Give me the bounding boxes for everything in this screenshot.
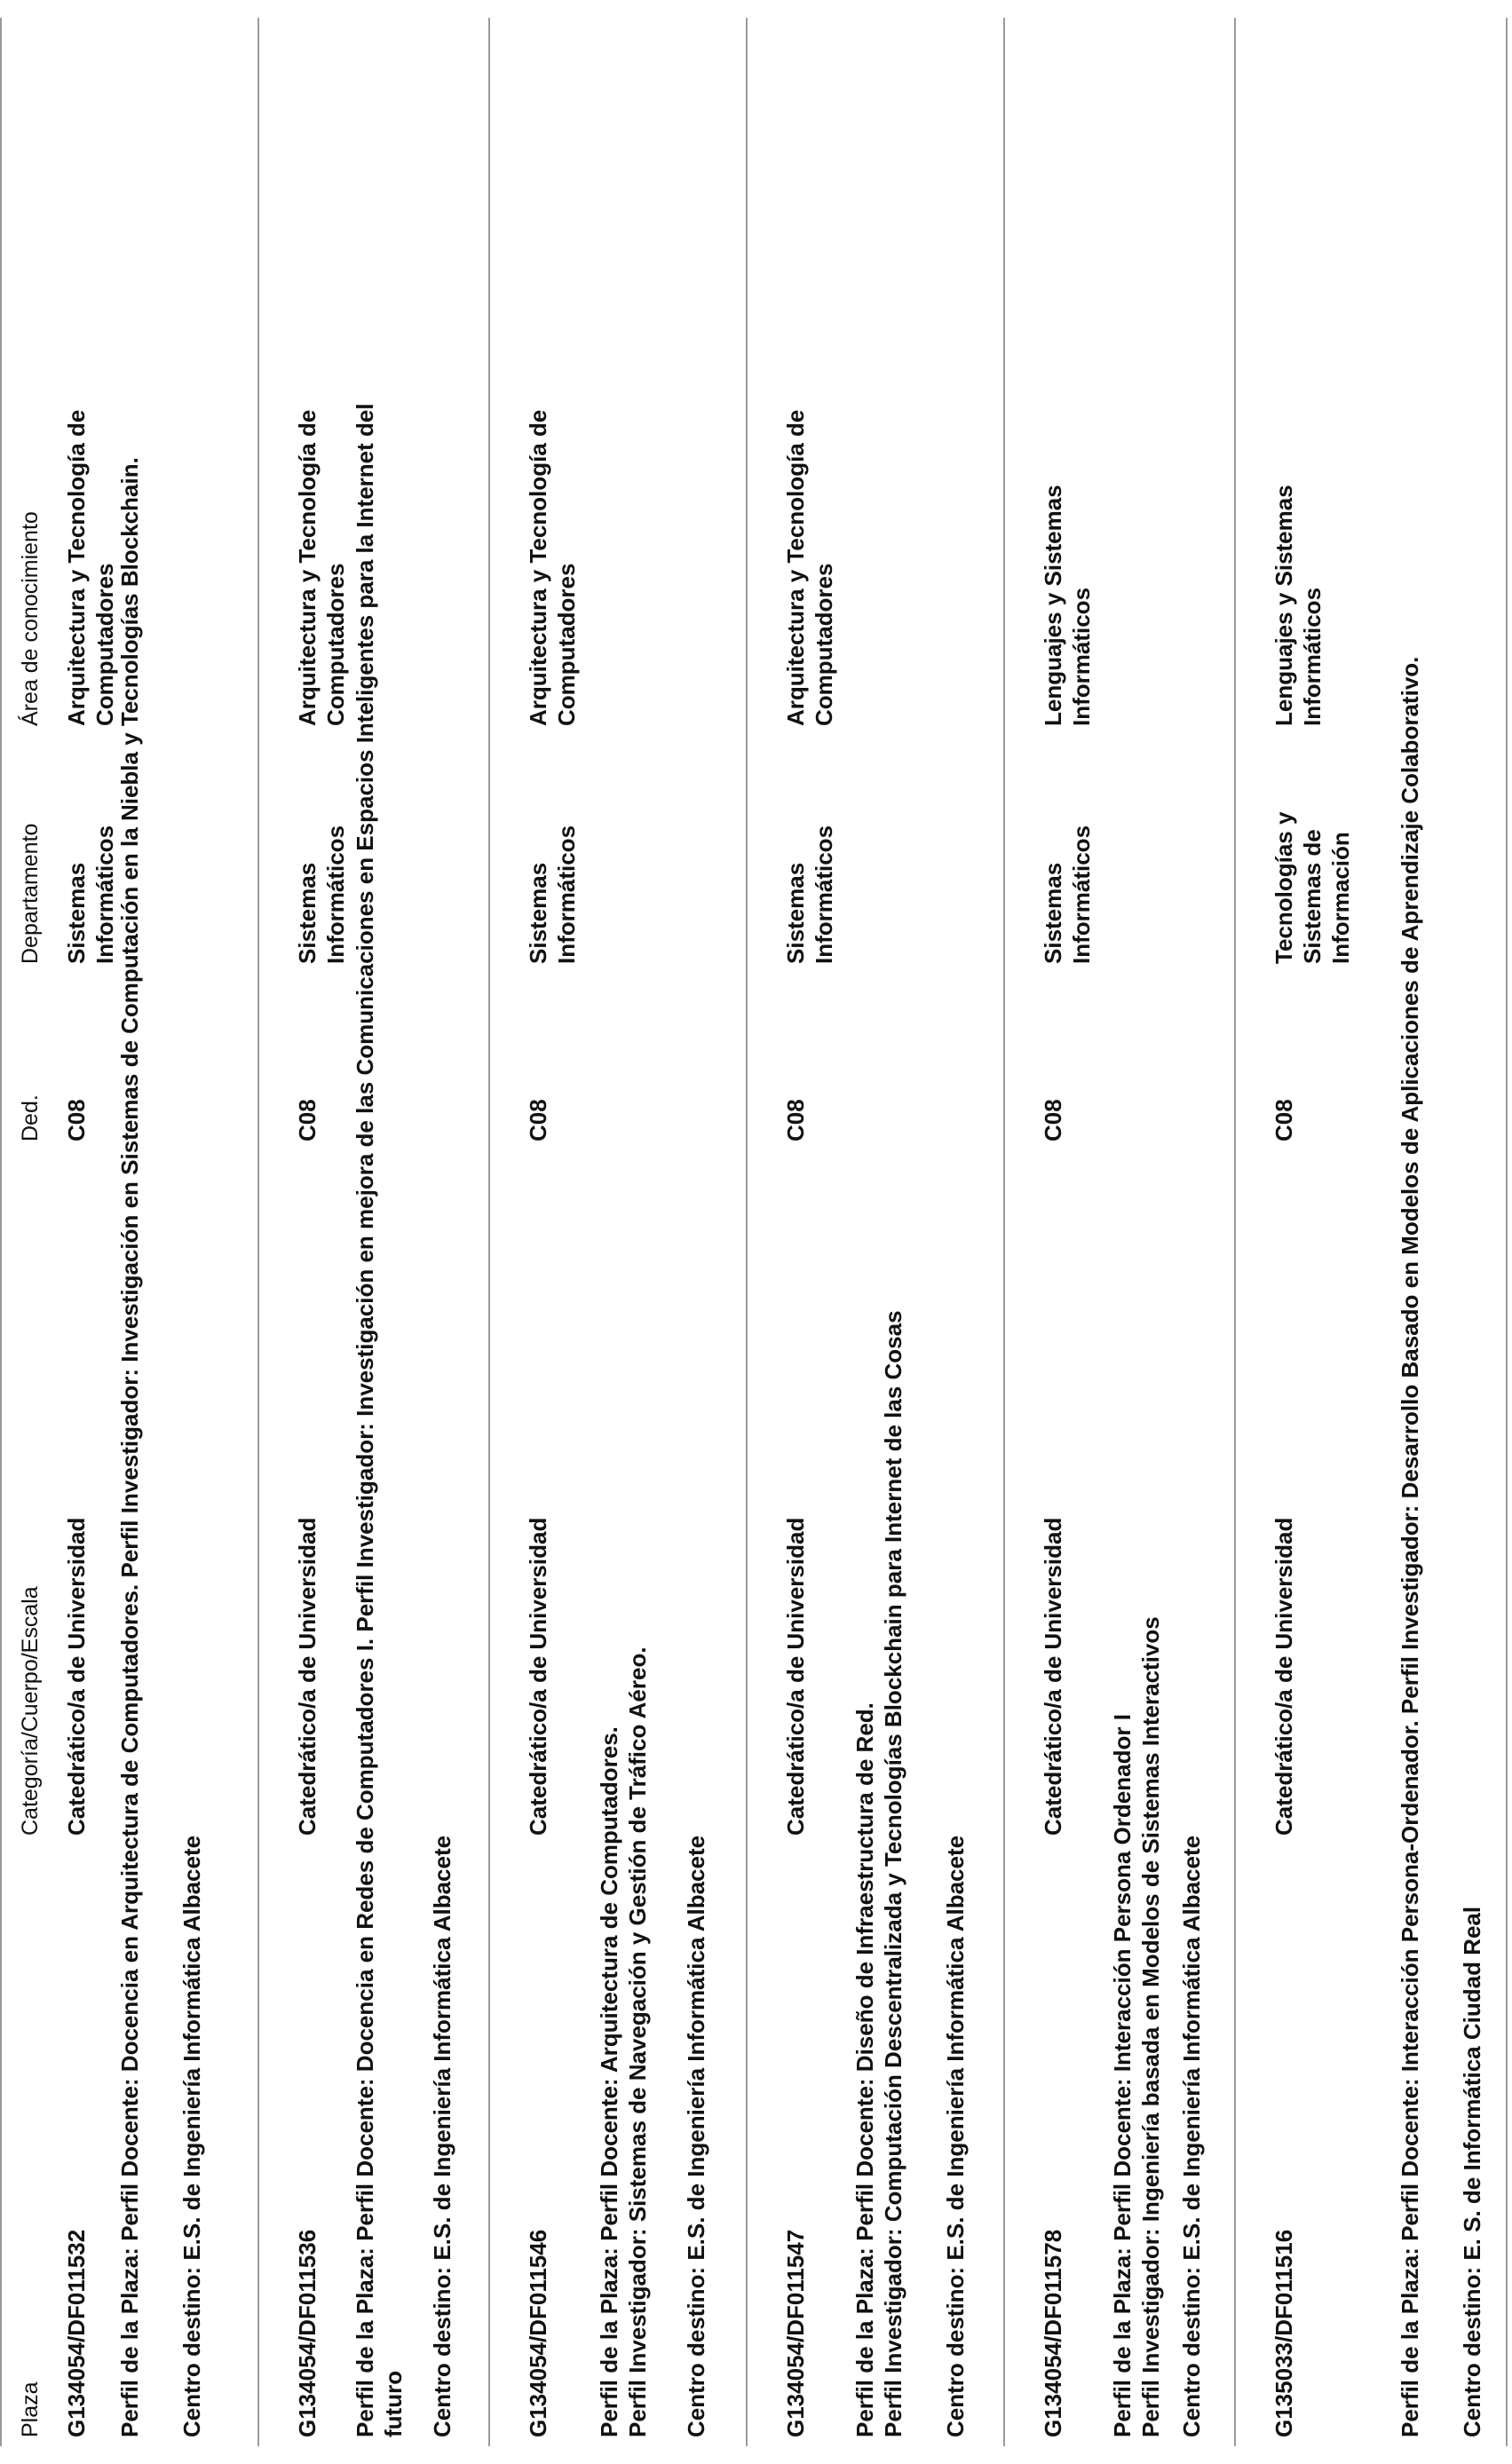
cell-departamento: Sistemas Informáticos: [294, 825, 349, 964]
cell-ded: C08: [63, 1099, 90, 1141]
row-divider: [0, 18, 2, 2446]
bottom-divider: [1506, 18, 1508, 2446]
perfil-line-1: Perfil de la Plaza: Perfil Docente: Arquitectura de Computadores.: [596, 1726, 622, 2437]
perfil-text: [1108, 41, 1165, 2437]
perfil-line-2: Perfil Investigador: Ingeniería basada en Modelos de Sistemas Interactivos: [1137, 1616, 1164, 2437]
cell-categoria: Catedrático/a de Universidad: [1271, 1517, 1297, 1836]
cell-departamento: Sistemas Informáticos: [63, 825, 118, 964]
table-row: [488, 0, 746, 2464]
perfil-line-1: Perfil de la Plaza: Perfil Docente: Docencia en Redes de Computadores I. Perfil Investigador: Investigación en mejora de las Comunicaciones en Espacios Inteligentes para la Internet del: [352, 403, 378, 2437]
cell-ded: C08: [1040, 1099, 1066, 1141]
cell-ded: C08: [1271, 1099, 1297, 1141]
cell-plaza: G134054/DF011536: [294, 2229, 321, 2437]
perfil-line-1: Perfil de la Plaza: Perfil Docente: Diseño de Infraestructura de Red.: [851, 1702, 878, 2437]
cell-departamento: Sistemas Informáticos: [782, 825, 837, 964]
table-row: [1003, 0, 1234, 2464]
table-row: [0, 0, 257, 2464]
header-departamento: Departamento: [18, 823, 43, 964]
header-categoria: Categoría/Cuerpo/Escala: [18, 1586, 43, 1836]
cell-categoria: Catedrático/a de Universidad: [525, 1517, 551, 1836]
perfil-text: [351, 41, 408, 2437]
perfil-line-2: futuro: [380, 2370, 407, 2437]
centro-destino: Centro destino: E.S. de Ingeniería Informática Albacete: [683, 1835, 709, 2437]
table-row: [257, 0, 488, 2464]
cell-area: Arquitectura y Tecnología de Computadores: [525, 409, 580, 726]
cell-categoria: Catedrático/a de Universidad: [294, 1517, 321, 1836]
perfil-text: [595, 41, 652, 2437]
cell-plaza: G134054/DF011532: [63, 2229, 90, 2437]
cell-departamento: Tecnologías y Sistemas de Información: [1271, 811, 1354, 964]
cell-ded: C08: [782, 1099, 809, 1141]
cell-area: Lenguajes y Sistemas Informáticos: [1040, 485, 1095, 726]
cell-categoria: Catedrático/a de Universidad: [63, 1517, 90, 1836]
centro-destino: Centro destino: E. S. de Informática Ciudad Real: [1459, 1906, 1485, 2437]
cell-ded: C08: [294, 1099, 321, 1141]
centro-destino: Centro destino: E.S. de Ingeniería Informática Albacete: [178, 1835, 205, 2437]
cell-categoria: Catedrático/a de Universidad: [782, 1517, 809, 1836]
centro-destino: Centro destino: E.S. de Ingeniería Informática Albacete: [942, 1835, 969, 2437]
cell-area: Lenguajes y Sistemas Informáticos: [1271, 485, 1326, 726]
cell-plaza: G134054/DF011547: [782, 2229, 809, 2437]
cell-categoria: Catedrático/a de Universidad: [1040, 1517, 1066, 1836]
table-row: [746, 0, 1003, 2464]
centro-destino: Centro destino: E.S. de Ingeniería Informática Albacete: [1178, 1835, 1205, 2437]
cell-plaza: G134054/DF011546: [525, 2229, 551, 2437]
cell-departamento: Sistemas Informáticos: [525, 825, 580, 964]
header-ded: Ded.: [18, 1094, 43, 1141]
cell-plaza: G135033/DF011516: [1271, 2229, 1297, 2437]
cell-area: Arquitectura y Tecnología de Computadores: [782, 409, 837, 726]
perfil-line-1: Perfil de la Plaza: Perfil Docente: Interacción Persona-Ordenador. Perfil Investigador: Desarrollo Basado en Modelos de Aplicaciones de Aprendizaje Colaborativo.: [1397, 656, 1423, 2437]
perfil-text: [851, 41, 907, 2437]
row-divider: [257, 18, 259, 2446]
perfil-line-2: Perfil Investigador: Computación Descentralizada y Tecnologías Blockchain para Internet de las Cosas: [880, 1310, 906, 2437]
cell-plaza: G134054/DF011578: [1040, 2229, 1066, 2437]
row-divider: [1003, 18, 1005, 2446]
cell-area: Arquitectura y Tecnología de Computadores: [63, 409, 118, 726]
perfil-text: [1396, 41, 1424, 2437]
centro-destino: Centro destino: E.S. de Ingeniería Informática Albacete: [429, 1835, 455, 2437]
perfil-text: [115, 41, 144, 2437]
row-divider: [1234, 18, 1236, 2446]
header-plaza: Plaza: [18, 2381, 43, 2437]
row-divider: [488, 18, 490, 2446]
cell-area: Arquitectura y Tecnología de Computadores: [294, 409, 349, 726]
header-area: Área de conocimiento: [18, 511, 43, 726]
row-divider: [746, 18, 748, 2446]
perfil-line-2: Perfil Investigador: Sistemas de Navegación y Gestión de Tráfico Aéreo.: [624, 1647, 651, 2437]
cell-departamento: Sistemas Informáticos: [1040, 825, 1095, 964]
table-row: [1234, 0, 1500, 2464]
cell-ded: C08: [525, 1099, 551, 1141]
perfil-line-1: Perfil de la Plaza: Perfil Docente: Docencia en Arquitectura de Computadores. Perfil Investigador: Investigación en Sistemas de Computación en la Niebla y Tecnologías Blockchain.: [116, 457, 143, 2437]
perfil-line-1: Perfil de la Plaza: Perfil Docente: Interacción Persona Ordenador I: [1109, 1714, 1136, 2437]
